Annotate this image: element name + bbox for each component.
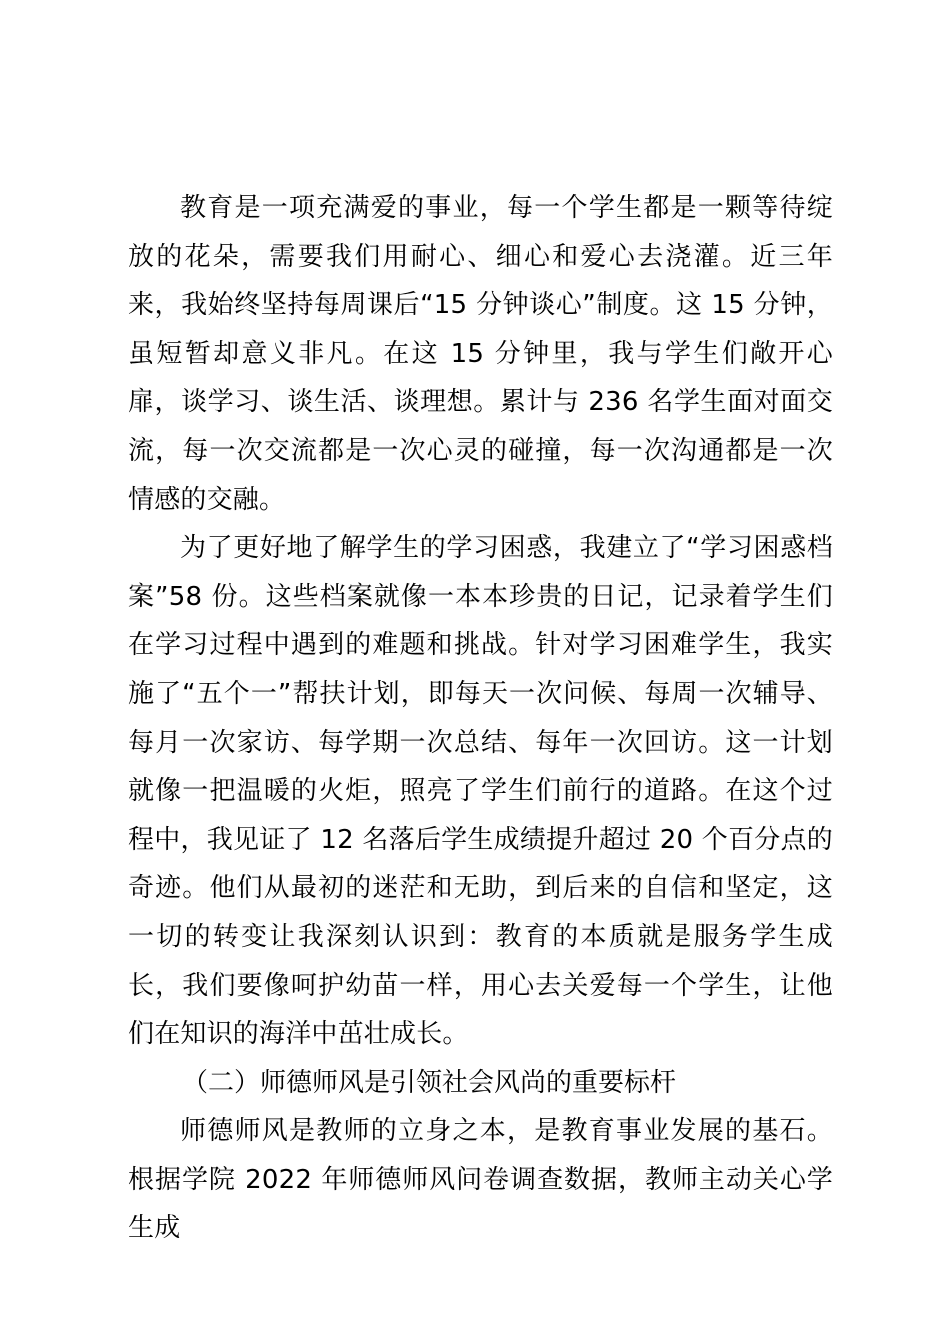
section-heading: （二）师德师风是引领社会风尚的重要标杆 xyxy=(182,1067,677,1098)
document-body xyxy=(128,184,833,1253)
paragraph-1: 教育是一项充满爱的事业，每一个学生都是一颗等待绽放的花朵，需要我们用耐心、细心和爱心去浇灌。近三年来，我始终坚持每周课后“15 分钟谈心”制度。这 15 分钟，虽短暂却意义非凡。在这 15 分钟里，我与学生们敞开心扉，谈学习、谈生活、谈理想。累计与 236 名学生面对面交流，每一次交流都是一次心灵的碰撞，每一次沟通都是一次情感的交融。 xyxy=(128,193,833,515)
paragraph-2: 为了更好地了解学生的学习困惑，我建立了“学习困惑档案”58 份。这些档案就像一本本珍贵的日记，记录着学生们在学习过程中遇到的难题和挑战。针对学习困难学生，我实施了“五个一”帮扶计划，即每天一次问候、每周一次辅导、每月一次家访、每学期一次总结、每年一次回访。这一计划就像一把温暖的火炬，照亮了学生们前行的道路。在这个过程中，我见证了 12 名落后学生成绩提升超过 20 个百分点的奇迹。他们从最初的迷茫和无助，到后来的自信和坚定，这一切的转变让我深刻认识到：教育的本质就是服务学生成长，我们要像呵护幼苗一样，用心去关爱每一个学生，让他们在知识的海洋中茁壮成长。 xyxy=(128,533,833,1050)
paragraph-3: 师德师风是教师的立身之本，是教育事业发展的基石。根据学院 2022 年师德师风问卷调查数据，教师主动关心学生成 xyxy=(128,1116,833,1244)
